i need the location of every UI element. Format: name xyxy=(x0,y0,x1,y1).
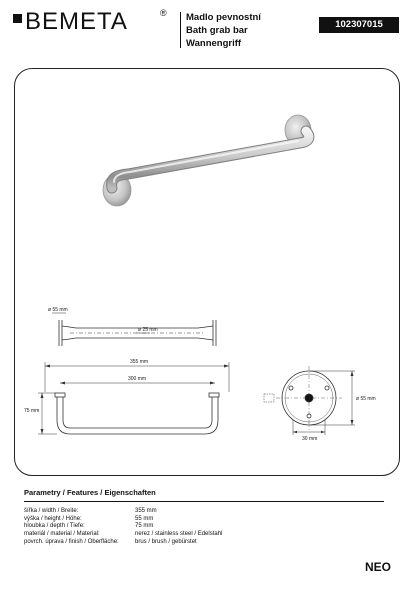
brand-logo: BEMETA xyxy=(25,8,128,35)
product-code-badge: 102307015 xyxy=(319,17,399,33)
param-row xyxy=(24,523,384,531)
title-czech: Madlo pevnostní xyxy=(186,12,261,23)
param-value: brus / brush / gebürstet xyxy=(135,538,197,545)
param-label: výška / height / Höhe: xyxy=(24,515,82,522)
label-flange-diameter: ø 55 mm xyxy=(48,307,68,313)
front-view xyxy=(38,362,229,434)
param-label: materiál / material / Material: xyxy=(24,531,100,538)
param-label: hloubka / depth / Tiefe: xyxy=(24,523,85,530)
param-value: 55 mm xyxy=(135,515,154,522)
title-english: Bath grab bar xyxy=(186,25,248,36)
label-side-diameter: ø 55 mm xyxy=(356,396,376,402)
label-tube-diameter: ø 25 mm xyxy=(138,327,158,333)
registered-mark: ® xyxy=(160,8,167,18)
param-value: 75 mm xyxy=(135,523,154,530)
parameters-title: Parametry / Features / Eigenschaften xyxy=(24,488,156,497)
title-german: Wannengriff xyxy=(186,38,242,49)
param-row xyxy=(24,516,384,524)
label-center-distance: 300 mm xyxy=(128,376,147,382)
param-row xyxy=(24,531,384,539)
label-hole-spacing: 30 mm xyxy=(302,436,318,442)
param-row xyxy=(24,539,384,547)
param-row xyxy=(24,508,384,516)
param-value: nerez / stainless steel / Edelstahl xyxy=(135,531,223,538)
top-view xyxy=(52,313,216,346)
param-label: povrch. úprava / finish / Oberfläche: xyxy=(24,538,119,545)
param-label: šířka / width / Breite: xyxy=(24,508,79,514)
label-overall-width: 355 mm xyxy=(130,359,149,365)
product-photo xyxy=(103,115,311,206)
side-view xyxy=(264,366,355,435)
param-value: 355 mm xyxy=(135,508,157,514)
label-depth: 75 mm xyxy=(24,408,40,414)
product-series: NEO xyxy=(365,560,392,574)
parameters-divider xyxy=(24,501,384,502)
parameters-section xyxy=(24,488,384,547)
